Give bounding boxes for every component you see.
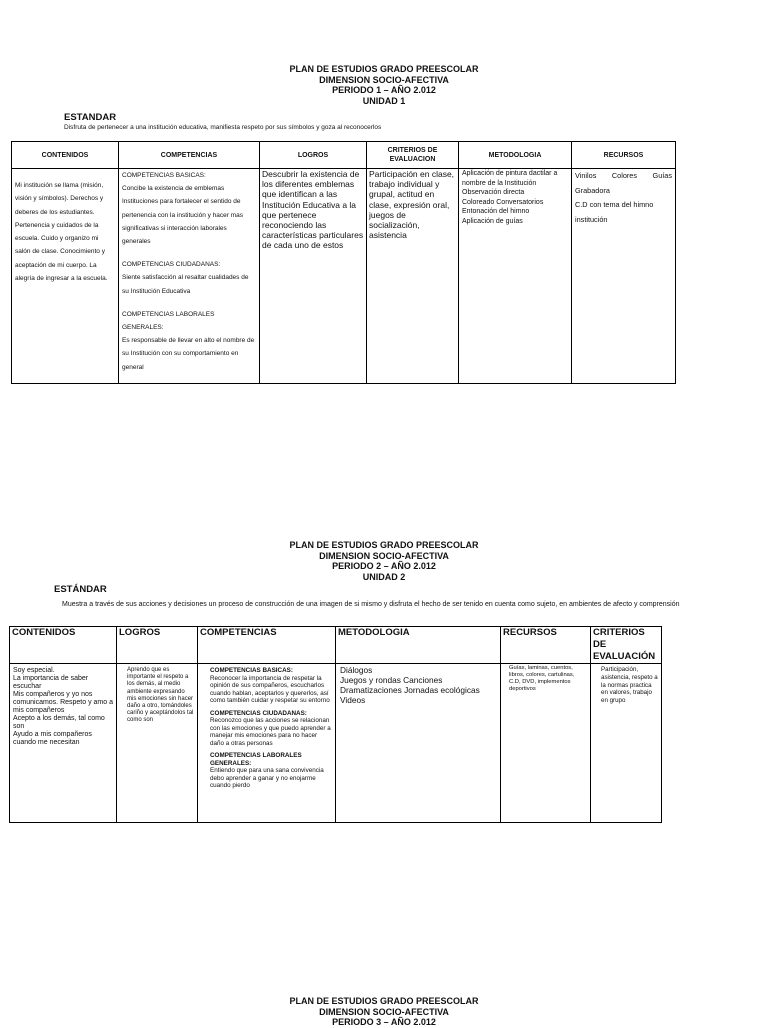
unit1-table [11,141,676,384]
competencias-ciudadanas-text: Reconozco que las acciones se relacionan con las emociones y que puedo aprender a manejar mis emociones para no hacer daño a otras personas [210,717,331,747]
contenidos-text: Mi institución se llama (misión, visión y símbolos). Derechos y deberes de los estudiantes. Pertenencia y cuidados de la escuela. Cuido y organizo mi salón de clase. Conocimiento y aceptación de mi cuerpo. La alegría de ingresar a la escuela. [15,182,108,283]
recursos-item: C.D con tema del himno institución [575,200,654,224]
contenidos-item: Soy especial. [13,667,55,674]
header-contenidos: CONTENIDOS [12,142,119,169]
unit3-title-line: PLAN DE ESTUDIOS GRADO PREESCOLAR [289,996,479,1006]
cell-recursos [572,169,676,384]
competencias-basicas-text: Concibe la existencia de emblemas Instituciones para fortalecer el sentido de pertenencia con la institución y hacer mas significativas si interacción laborales generales [122,185,244,246]
table-row [10,664,662,823]
competencias-basicas-title: COMPETENCIAS BASICAS: [210,667,293,674]
header-competencias: COMPETENCIAS [198,627,336,664]
header-criterios: CRITERIOS DE EVALUACIÓN [591,627,662,664]
logros-text: Aprendo que es importante el respeto a los demás, al medio ambiente expresando mis emociones sin hacer daño a otro, tomándoles cariño y aceptándolos tal como son [127,667,194,724]
metodologia-item: Aplicación de pintura dactilar a nombre de la Institución [462,170,558,187]
unit1-standard-text: Disfruta de pertenecer a una institución educativa, manifiesta respeto por sus símbolos y goza al reconocerlos [64,124,382,131]
cell-logros [260,169,367,384]
competencias-ciudadanas-title: COMPETENCIAS CIUDADANAS: [122,261,221,269]
header-metodologia: METODOLOGIA [459,142,572,169]
unit1-title-line: DIMENSION SOCIO-AFECTIVA [319,74,449,85]
table-row [12,169,676,384]
header-competencias: COMPETENCIAS [119,142,260,169]
unit1-title-line: UNIDAD 1 [362,95,406,106]
header-recursos: RECURSOS [572,142,676,169]
competencias-ciudadanas-title: COMPETENCIAS CIUDADANAS: [210,709,307,717]
unit1-title-line: PERIODO 1 – AÑO 2.012 [332,85,436,95]
cell-competencias [198,664,336,823]
cell-metodologia [459,169,572,384]
logros-text: Descubrir la existencia de los diferentes emblemas que identifican a las Institución Educativa a la que pertenece reconociendo las características particulares de cada uno de estos [262,169,364,251]
metodologia-item: Dramatizaciones Jornadas ecológicas [340,685,480,695]
metodologia-item: Entonación del himno [462,208,530,216]
recursos-text: Guías, laminas, cuentos, libros, colores, cartulinas, C.D, DVD, implementos deportivos [509,665,575,692]
contenidos-item: Ayudo a mis compañeros cuando me necesitan [13,731,92,746]
metodologia-item: Diálogos [340,665,373,675]
unit2-title [0,540,768,582]
unit1-standard-label: ESTANDAR [64,112,117,123]
competencias-laborales-title: COMPETENCIAS LABORALES GENERALES: [210,752,302,767]
competencias-basicas-text: Reconocer la importancia de respetar la opinión de sus compañeros, escucharlos cuando hablan, aceptarlos y quererlos, así como también cuidar y respetar su entorno [210,674,330,704]
competencias-laborales-text: Entiendo que para una sana convivencia debo aprender a ganar y no enojarme cuando pierdo [210,767,324,789]
unit3-title-line: DIMENSION SOCIO-AFECTIVA [319,1006,449,1017]
header-logros: LOGROS [260,142,367,169]
cell-competencias [119,169,260,384]
unit2-standard-text: Muestra a través de sus acciones y decisiones un proceso de construcción de una imagen de si mismo y disfruta el hecho de ser tenido en cuenta como sujeto, en ambientes de afecto y comprensión [62,601,680,608]
unit1-title-line: PLAN DE ESTUDIOS GRADO PREESCOLAR [289,64,479,74]
cell-recursos [501,664,591,823]
metodologia-item: Videos [340,695,366,705]
contenidos-item: Mis compañeros y yo nos comunicamos. Respeto y amo a mis compañeros [13,691,113,714]
unit2-title-line: DIMENSION SOCIO-AFECTIVA [319,550,449,561]
competencias-laborales-title: COMPETENCIAS LABORALES GENERALES: [122,310,215,332]
cell-contenidos [12,169,119,384]
contenidos-item: La importancia de saber escuchar [13,675,89,690]
header-metodologia: METODOLOGIA [336,627,501,664]
cell-logros [117,664,198,823]
contenidos-item: Acepto a los demás, tal como son [13,715,105,730]
unit2-title-line: PERIODO 2 – AÑO 2.012 [332,561,436,571]
unit1-title [0,64,768,106]
header-recursos: RECURSOS [501,627,591,664]
criterios-text: Participación en clase, trabajo individual y grupal, actitud en clase, expresión oral, juegos de socialización, asistencia [369,169,455,241]
header-logros: LOGROS [117,627,198,664]
unit3-title [0,996,768,1028]
metodologia-item: Observación directa [462,189,525,197]
competencias-ciudadanas-text: Siente satisfacción al resaltar cualidades de su Institución Educativa [122,274,249,295]
metodologia-item: Aplicación de guías [462,217,523,225]
cell-contenidos [10,664,117,823]
criterios-text: Participación, asistencia, respeto a la normas practica en valores, trabajo en grupo [601,666,658,705]
unit3-title-line: PERIODO 3 – AÑO 2.012 [332,1017,436,1027]
header-contenidos: CONTENIDOS [10,627,117,664]
cell-criterios [367,169,459,384]
metodologia-item: Coloreado Conversatorios [462,198,544,206]
unit2-standard-label: ESTÁNDAR [54,584,107,595]
unit2-title-line: UNIDAD 2 [362,571,406,582]
competencias-laborales-text: Es responsable de llevar en alto el nombre de su Institución con su comportamiento en general [122,337,255,371]
table-header-row [12,142,676,169]
unit2-title-line: PLAN DE ESTUDIOS GRADO PREESCOLAR [289,540,479,550]
cell-criterios [591,664,662,823]
recursos-item: Vinilos Colores Guías [575,171,672,180]
competencias-basicas-title: COMPETENCIAS BASICAS: [122,172,206,179]
recursos-item: Grabadora [575,185,610,195]
header-criterios: CRITERIOS DE EVALUACION [367,142,459,169]
metodologia-item: Juegos y rondas Canciones [340,675,443,685]
unit2-table [9,626,662,823]
table-header-row [10,627,662,664]
cell-metodologia [336,664,501,823]
